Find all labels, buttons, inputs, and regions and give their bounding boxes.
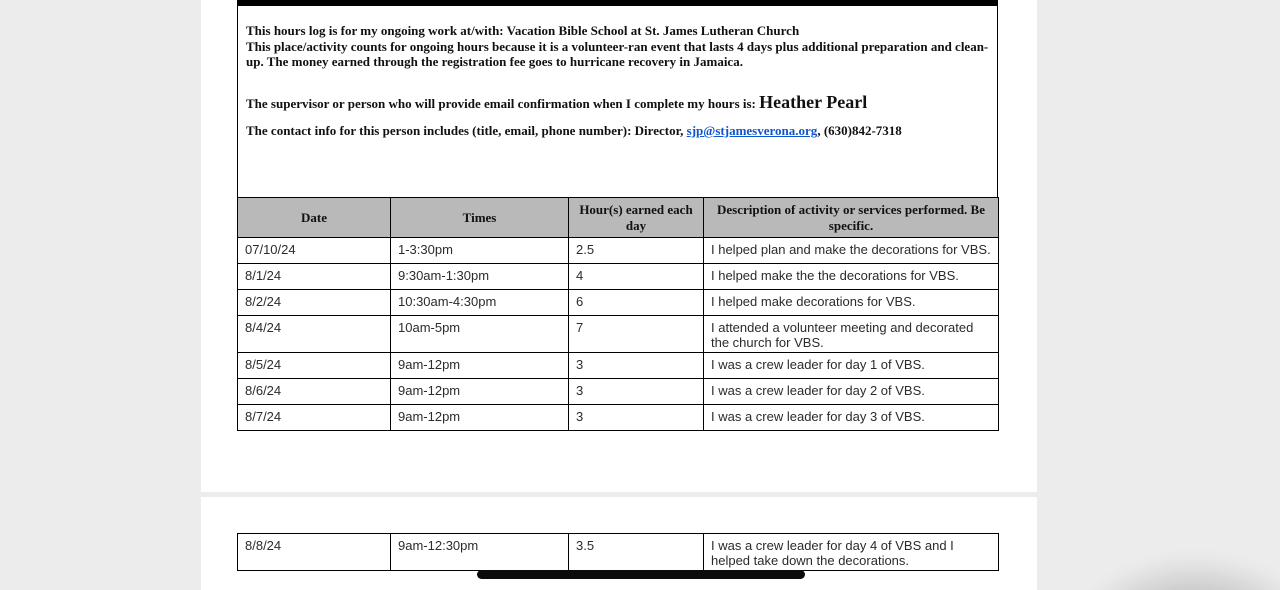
cell-times: 9am-12pm [391,353,569,379]
table-row [238,405,999,431]
cell-date: 8/8/24 [238,534,391,571]
cell-hours: 3.5 [569,534,704,571]
redaction-marker-stroke [477,570,805,579]
cell-hours: 2.5 [569,238,704,264]
table-row [238,353,999,379]
cell-times: 9am-12:30pm [391,534,569,571]
cell-times: 10am-5pm [391,316,569,353]
table-row [238,379,999,405]
table-row [238,264,999,290]
cell-description: I helped make decorations for VBS. [704,290,999,316]
table-row [238,316,999,353]
cell-hours: 6 [569,290,704,316]
cell-date: 8/6/24 [238,379,391,405]
cell-date: 8/5/24 [238,353,391,379]
header-row [238,198,999,238]
cell-description: I was a crew leader for day 1 of VBS. [704,353,999,379]
cell-hours: 3 [569,379,704,405]
hours-table-page2 [237,533,999,571]
supervisor-label: The supervisor or person who will provide email confirmation when I complete my hours is: [246,95,760,111]
cell-hours: 3 [569,353,704,379]
cell-date: 8/7/24 [238,405,391,431]
cell-description: I was a crew leader for day 2 of VBS. [704,379,999,405]
intro-line-2: This place/activity counts for ongoing hours because it is a volunteer-ran event that lasts 4 days plus additional preparation and clean-up. The money earned through the registration fee goes to hurricane recovery in Jamaica. [246,38,989,69]
hours-table-page1 [237,197,999,431]
contact-line [246,123,989,139]
cell-date: 8/2/24 [238,290,391,316]
header-cell-times: Times [391,198,569,238]
corner-shadow [1060,556,1280,590]
table-row [238,238,999,264]
cell-times: 10:30am-4:30pm [391,290,569,316]
cell-times: 9am-12pm [391,379,569,405]
cell-date: 07/10/24 [238,238,391,264]
cell-hours: 7 [569,316,704,353]
header-cell-date: Date [238,198,391,238]
cell-description: I attended a volunteer meeting and decorated the church for VBS. [704,316,999,353]
intro-line-1: This hours log is for my ongoing work at/with: Vacation Bible School at St. James Lutheran Church [246,23,800,38]
cell-hours: 3 [569,405,704,431]
header-cell-hours: Hour(s) earned each day [569,198,704,238]
supervisor-name: Heather Pearl [759,91,868,112]
cell-description: I helped plan and make the decorations for VBS. [704,238,999,264]
cell-hours: 4 [569,264,704,290]
cell-times: 1-3:30pm [391,238,569,264]
cell-description: I was a crew leader for day 3 of VBS. [704,405,999,431]
cell-date: 8/1/24 [238,264,391,290]
intro-textbox [237,0,998,197]
email-link[interactable]: sjp@stjamesverona.org [686,123,818,138]
supervisor-line [246,91,989,112]
table-row [238,534,999,571]
table-row [238,290,999,316]
contact-phone: , (630)842-7318 [817,123,902,138]
cell-times: 9am-12pm [391,405,569,431]
cell-description: I helped make the the decorations for VBS. [704,264,999,290]
cell-times: 9:30am-1:30pm [391,264,569,290]
header-cell-description: Description of activity or services performed. Be specific. [704,198,999,238]
contact-label: The contact info for this person includes (title, email, phone number): Director, [246,123,687,138]
cell-date: 8/4/24 [238,316,391,353]
cell-description: I was a crew leader for day 4 of VBS and I helped take down the decorations. [704,534,999,571]
